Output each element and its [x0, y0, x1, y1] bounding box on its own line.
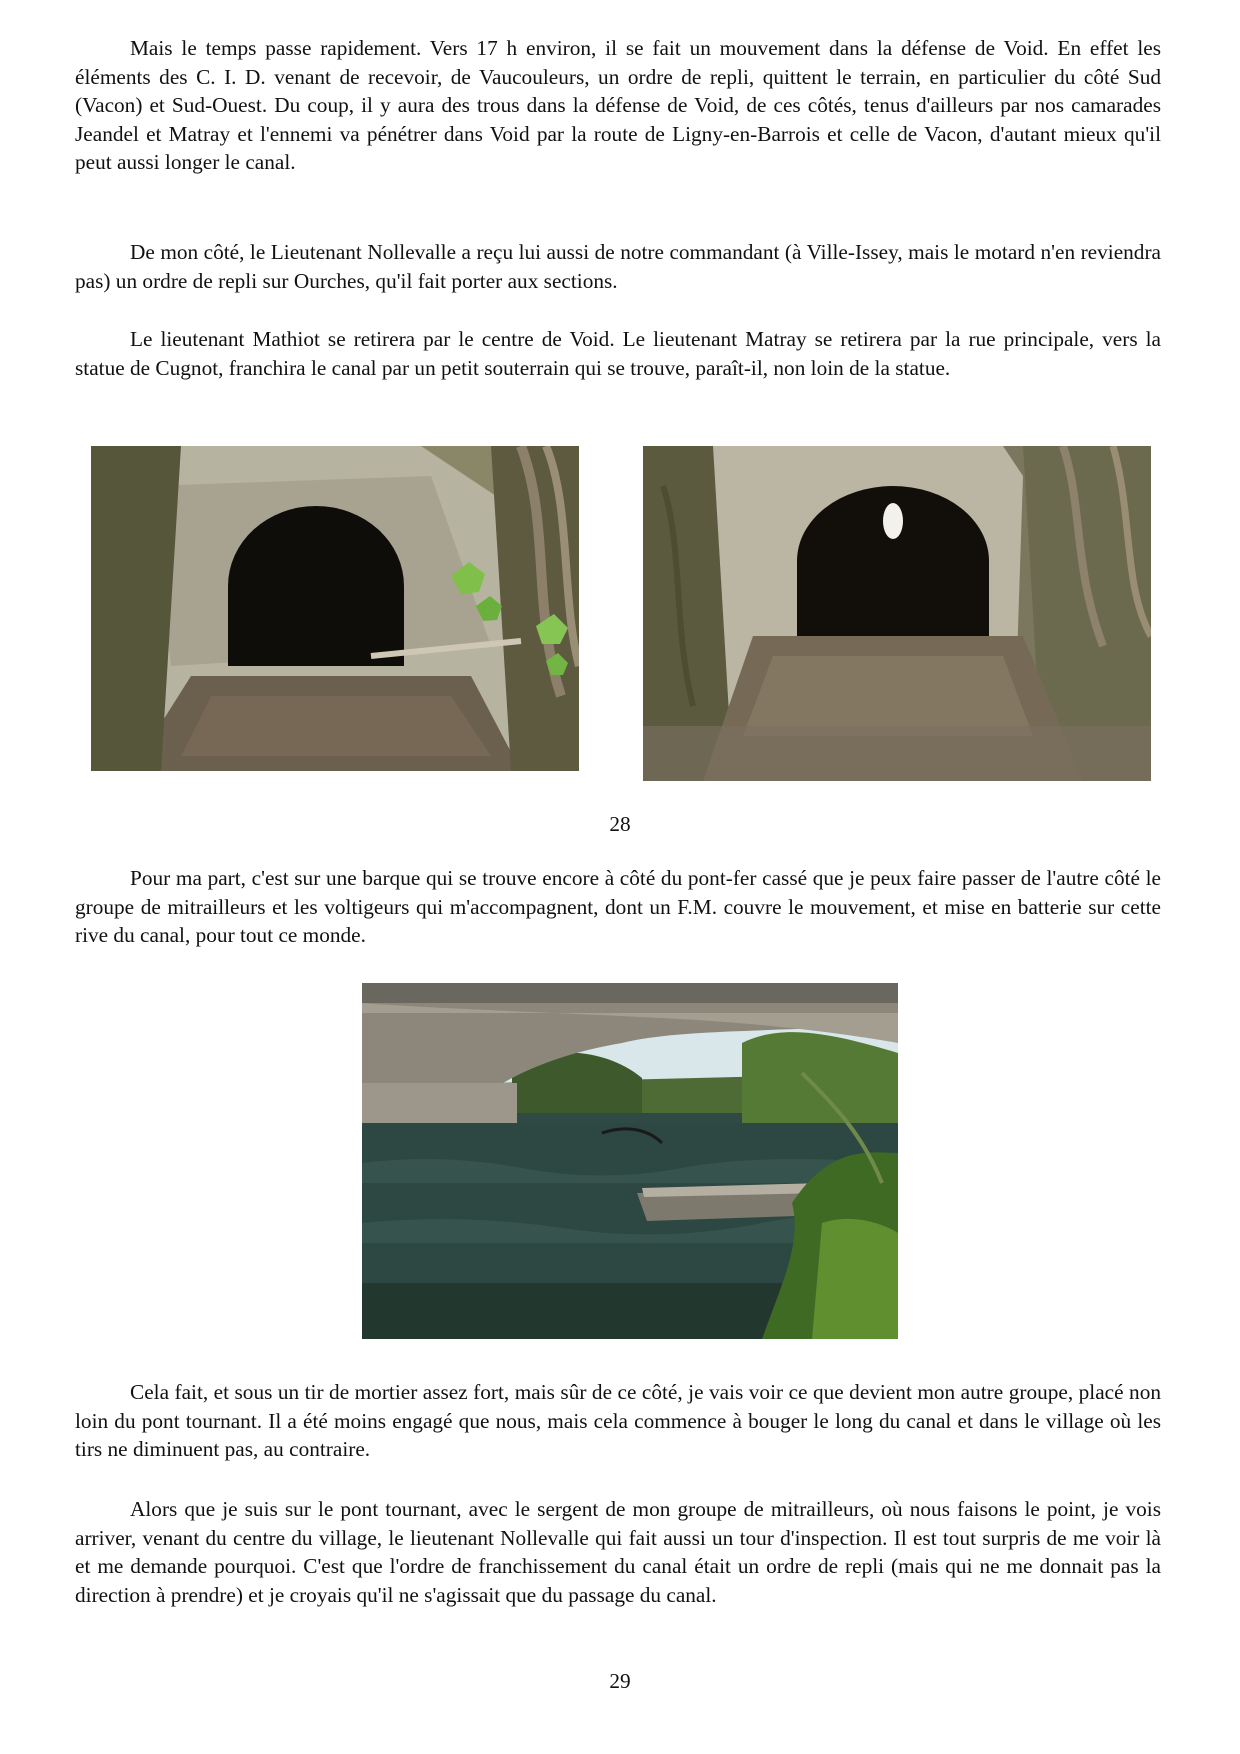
page-number-28: 28	[609, 812, 631, 836]
culvert-photo-left	[91, 446, 579, 771]
page-number-29: 29	[609, 1669, 631, 1693]
paragraph-4: Pour ma part, c'est sur une barque qui se trouve encore à côté du pont-fer cassé que je peux faire passer de l'autre côté le groupe de mitrailleurs et les voltigeurs qui m'accompagnent, dont un F.M. couvre le mouvement, et mise en batterie sur cette rive du canal, pour tout ce monde.	[75, 866, 1161, 948]
culvert-photo-right	[643, 446, 1151, 781]
paragraph-3: Le lieutenant Mathiot se retirera par le centre de Void. Le lieutenant Matray se retirera par la rue principale, vers la statue de Cugnot, franchira le canal par un petit souterrain qui se trouve, paraît-il, non loin de la statue.	[75, 327, 1161, 380]
paragraph-6: Alors que je suis sur le pont tournant, avec le sergent de mon groupe de mitrailleurs, où nous faisons le point, je vois arriver, venant du centre du village, le lieutenant Nollevalle qui fait aussi un tour d'inspection. Il est tout surpris de me voir là et me demande pourquoi. C'est que l'ordre de franchissement du canal était un ordre de repli (mais qui ne me donnait pas la direction à prendre) et je croyais qu'il ne s'agissait que du passage du canal.	[75, 1497, 1161, 1607]
bridge-boat-photo	[362, 983, 898, 1339]
paragraph-1: Mais le temps passe rapidement. Vers 17 h environ, il se fait un mouvement dans la défense de Void. En effet les éléments des C. I. D. venant de recevoir, de Vaucouleurs, un ordre de repli, quittent le terrain, en particulier du côté Sud (Vacon) et Sud-Ouest. Du coup, il y aura des trous dans la défense de Void, de ces côtés, tenus d'ailleurs par nos camarades Jeandel et Matray et l'ennemi va pénétrer dans Void par la route de Ligny-en-Barrois et celle de Vacon, d'autant mieux qu'il peut aussi longer le canal.	[75, 36, 1161, 175]
paragraph-5: Cela fait, et sous un tir de mortier assez fort, mais sûr de ce côté, je vais voir ce que devient mon autre groupe, placé non loin du pont tournant. Il a été moins engagé que nous, mais cela commence à bouger le long du canal et dans le village où les tirs ne diminuent pas, au contraire.	[75, 1380, 1161, 1462]
paragraph-2: De mon côté, le Lieutenant Nollevalle a reçu lui aussi de notre commandant (à Ville-Issey, mais le motard n'en reviendra pas) un ordre de repli sur Ourches, qu'il fait porter aux sections.	[75, 240, 1161, 293]
